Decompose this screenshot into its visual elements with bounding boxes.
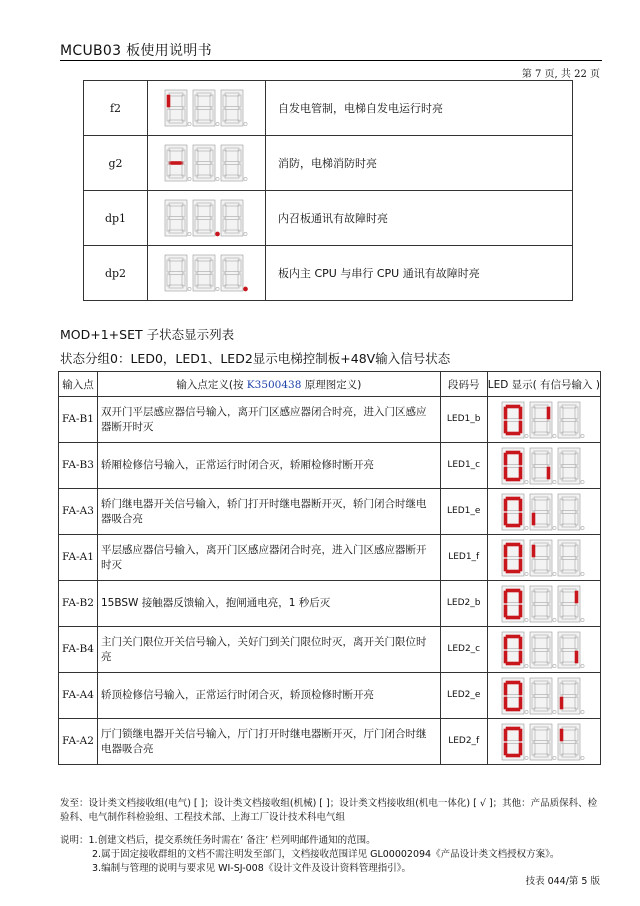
segment-b-lit — [519, 499, 522, 511]
segment-c-lit — [519, 697, 522, 709]
led-display-image — [487, 535, 600, 581]
segment-d-lit — [506, 616, 520, 619]
input-code: FA-A2 — [59, 719, 98, 765]
segment-number: LED1_e — [440, 489, 487, 535]
seven-segment-display — [499, 445, 589, 487]
table-row — [59, 397, 601, 443]
decimal-point-off — [215, 177, 218, 180]
segment-f-lit — [504, 545, 507, 557]
input-status-table — [58, 371, 601, 765]
column-header-segment: 段码号 — [440, 372, 487, 397]
table-row — [59, 581, 601, 627]
table-row — [84, 81, 573, 136]
segment-c-lit — [519, 743, 522, 755]
segment-f-lit — [504, 407, 507, 419]
segment-b-lit — [519, 683, 522, 695]
column-header-led: LED 显示( 有信号输入 ) — [487, 372, 600, 397]
digit-frame — [193, 90, 215, 126]
segment-b-lit — [519, 591, 522, 603]
decimal-point-off — [525, 526, 528, 529]
segment-a-lit — [506, 405, 520, 408]
decimal-point-off — [553, 756, 556, 759]
decimal-point-off — [581, 618, 584, 621]
segment-code: dp2 — [84, 246, 148, 301]
segment-g-lit — [169, 162, 183, 165]
segment-a-lit — [506, 543, 520, 546]
table-row — [59, 489, 601, 535]
segment-e-lit — [504, 605, 507, 617]
segment-f-lit — [504, 591, 507, 603]
form-number: 技表 044/第 5 版 — [525, 876, 600, 887]
decimal-point-off — [581, 434, 584, 437]
decimal-point-off — [553, 710, 556, 713]
segment-b-lit — [519, 637, 522, 649]
segment-b-lit — [519, 729, 522, 741]
segment-f-lit — [504, 637, 507, 649]
segment-d-lit — [506, 524, 520, 527]
decimal-point-off — [187, 287, 190, 290]
seven-segment-display — [499, 491, 589, 533]
segment-e-lit — [532, 513, 535, 525]
decimal-point-off — [581, 710, 584, 713]
seven-segment-display — [499, 721, 589, 763]
segment-number: LED2_c — [440, 627, 487, 673]
input-description: 轿厢检修信号输入，正常运行时闭合灭，轿厢检修时断开亮 — [98, 443, 441, 489]
digit-frame — [530, 724, 552, 760]
decimal-point-off — [215, 122, 218, 125]
input-description: 主门关门限位开关信号输入，关好门到关门限位时灭，离开关门限位时亮 — [98, 627, 441, 673]
segment-number: LED2_f — [440, 719, 487, 765]
table-row — [59, 673, 601, 719]
segment-d-lit — [506, 432, 520, 435]
seven-segment-display — [499, 675, 589, 717]
table-row — [84, 136, 573, 191]
segment-e-lit — [504, 467, 507, 479]
decimal-point-off — [525, 664, 528, 667]
seven-segment-display — [499, 583, 589, 625]
decimal-point-off — [525, 756, 528, 759]
decimal-point-off — [553, 480, 556, 483]
segment-d-lit — [506, 662, 520, 665]
segment-description: 消防，电梯消防时亮 — [266, 136, 573, 191]
input-code: FA-B3 — [59, 443, 98, 489]
decimal-point-off — [525, 480, 528, 483]
segment-b-lit — [519, 545, 522, 557]
segment-a-lit — [506, 589, 520, 592]
segment-c-lit — [519, 467, 522, 479]
segment-b-lit — [519, 453, 522, 465]
segment-code: g2 — [84, 136, 148, 191]
input-code: FA-B2 — [59, 581, 98, 627]
segment-number: LED1_f — [440, 535, 487, 581]
segment-e-lit — [560, 697, 563, 709]
input-code: FA-B4 — [59, 627, 98, 673]
page-number: 第 7 页, 共 22 页 — [521, 69, 600, 80]
segment-b-lit — [575, 591, 578, 603]
decimal-point-off — [243, 232, 246, 235]
digit-frame — [221, 90, 243, 126]
decimal-point-off — [553, 664, 556, 667]
segment-d-lit — [506, 478, 520, 481]
seven-segment-display — [162, 87, 252, 129]
input-description: 轿顶检修信号输入，正常运行时闭合灭，轿顶检修时断开亮 — [98, 673, 441, 719]
decimal-point-off — [215, 287, 218, 290]
header-suffix: 原理图定义) — [301, 378, 362, 391]
segment-a-lit — [506, 681, 520, 684]
column-header-definition — [98, 372, 441, 397]
segment-f-lit — [532, 545, 535, 557]
segment-c-lit — [575, 651, 578, 663]
seven-segment-display — [162, 197, 252, 239]
seven-segment-display — [499, 399, 589, 441]
segment-code: dp1 — [84, 191, 148, 246]
header-prefix: 输入点定义(按 — [176, 378, 247, 391]
decimal-point-off — [581, 572, 584, 575]
decimal-point-off — [187, 177, 190, 180]
segment-table-1 — [83, 80, 573, 301]
led-display-image — [487, 443, 600, 489]
segment-f-lit — [560, 729, 563, 741]
segment-description: 内召板通讯有故障时亮 — [266, 191, 573, 246]
segment-number: LED1_c — [440, 443, 487, 489]
table-row — [84, 191, 573, 246]
segment-e-lit — [504, 743, 507, 755]
decimal-point-off — [525, 618, 528, 621]
segment-f-lit — [504, 499, 507, 511]
decimal-point-lit — [215, 232, 219, 236]
document-title: MCUB03 板使用说明书 — [60, 43, 212, 59]
table-row — [59, 443, 601, 489]
table-row — [59, 719, 601, 765]
segment-code: f2 — [84, 81, 148, 136]
decimal-point-off — [581, 664, 584, 667]
decimal-point-off — [243, 177, 246, 180]
input-description: 双开门平层感应器信号输入，离开门区感应器闭合时亮，进入门区感应器断开时灭 — [98, 397, 441, 443]
table-row — [59, 535, 601, 581]
seven-segment-display — [162, 142, 252, 184]
input-description: 15BSW 接触器反馈输入，抱闸通电亮，1 秒后灭 — [98, 581, 441, 627]
digit-frame — [558, 540, 580, 576]
decimal-point-off — [525, 710, 528, 713]
segment-b-lit — [519, 407, 522, 419]
segment-description: 板内主 CPU 与串行 CPU 通讯有故障时亮 — [266, 246, 573, 301]
segment-c-lit — [519, 513, 522, 525]
input-code: FA-B1 — [59, 397, 98, 443]
decimal-point-lit — [243, 287, 247, 291]
note-1: 说明：1.创建文档后，提交系统任务时需在’ 备注’ 栏列明邮件通知的范围。 — [60, 835, 376, 846]
segment-c-lit — [519, 421, 522, 433]
segment-a-lit — [506, 497, 520, 500]
segment-d-lit — [506, 708, 520, 711]
led-display-image — [148, 191, 266, 246]
segment-c-lit — [519, 559, 522, 571]
led-display-image — [148, 246, 266, 301]
segment-f-lit — [504, 729, 507, 741]
decimal-point-off — [243, 122, 246, 125]
segment-description: 自发电管制，电梯自发电运行时亮 — [266, 81, 573, 136]
segment-a-lit — [506, 451, 520, 454]
segment-e-lit — [504, 651, 507, 663]
seven-segment-display — [499, 629, 589, 671]
table-row — [59, 627, 601, 673]
led-display-image — [487, 581, 600, 627]
input-description: 厅门锁继电器开关信号输入，厅门打开时继电器断开灭，厅门闭合时继电器吸合亮 — [98, 719, 441, 765]
segment-a-lit — [506, 727, 520, 730]
section-title: MOD+1+SET 子状态显示列表 — [60, 327, 235, 342]
input-code: FA-A4 — [59, 673, 98, 719]
segment-d-lit — [506, 570, 520, 573]
decimal-point-off — [581, 756, 584, 759]
led-display-image — [487, 397, 600, 443]
segment-c-lit — [519, 605, 522, 617]
segment-a-lit — [506, 635, 520, 638]
decimal-point-off — [187, 122, 190, 125]
note-2: 2.属于固定接收群组的文档不需注明发至部门，文档接收范围详见 GL00002094《产品设计类文档授权方案》。 — [92, 849, 560, 860]
led-display-image — [487, 673, 600, 719]
decimal-point-off — [525, 434, 528, 437]
decimal-point-off — [581, 526, 584, 529]
segment-b-lit — [547, 407, 550, 419]
led-display-image — [487, 489, 600, 535]
table-row — [84, 246, 573, 301]
segment-number: LED2_b — [440, 581, 487, 627]
distribution-note: 发至：设计类文档接收组(电气) [ ]；设计类文档接收组(机械) [ ]；设计类文档接收组(机电一体化) [ √ ]；其他：产品质保科、检验科、电气制作科检验组、工程技术部、上海工厂设计技术科电气组 — [60, 798, 598, 823]
segment-e-lit — [504, 559, 507, 571]
segment-c-lit — [519, 651, 522, 663]
segment-d-lit — [506, 754, 520, 757]
led-display-image — [148, 81, 266, 136]
segment-f-lit — [167, 95, 170, 107]
decimal-point-off — [187, 232, 190, 235]
digit-frame — [530, 586, 552, 622]
led-display-image — [487, 627, 600, 673]
decimal-point-off — [525, 572, 528, 575]
segment-number: LED1_b — [440, 397, 487, 443]
decimal-point-off — [553, 526, 556, 529]
decimal-point-off — [553, 618, 556, 621]
digit-frame — [530, 632, 552, 668]
led-display-image — [487, 719, 600, 765]
table-header-row — [59, 372, 601, 397]
input-code: FA-A3 — [59, 489, 98, 535]
segment-f-lit — [504, 453, 507, 465]
seven-segment-display — [162, 252, 252, 294]
segment-number: LED2_e — [440, 673, 487, 719]
segment-e-lit — [504, 697, 507, 709]
decimal-point-off — [581, 480, 584, 483]
seven-segment-display — [499, 537, 589, 579]
input-description: 平层感应器信号输入，离开门区感应器闭合时亮，进入门区感应器断开时灭 — [98, 535, 441, 581]
input-code: FA-A1 — [59, 535, 98, 581]
section-subtitle: 状态分组0：LED0，LED1、LED2显示电梯控制板+48V输入信号状态 — [60, 351, 451, 366]
decimal-point-off — [553, 434, 556, 437]
led-display-image — [148, 136, 266, 191]
schematic-link[interactable]: K3500438 — [246, 378, 302, 391]
input-description: 轿门继电器开关信号输入，轿门打开时继电器断开灭，轿门闭合时继电器吸合亮 — [98, 489, 441, 535]
segment-f-lit — [504, 683, 507, 695]
segment-e-lit — [504, 421, 507, 433]
decimal-point-off — [553, 572, 556, 575]
note-3: 3.编制与管理的说明与要求见 WI-SJ-008《设计文件及设计资料管理指引》。 — [92, 863, 412, 874]
column-header-input: 输入点 — [59, 372, 98, 397]
digit-frame — [530, 678, 552, 714]
segment-c-lit — [547, 467, 550, 479]
title-rule — [60, 60, 602, 61]
segment-e-lit — [504, 513, 507, 525]
